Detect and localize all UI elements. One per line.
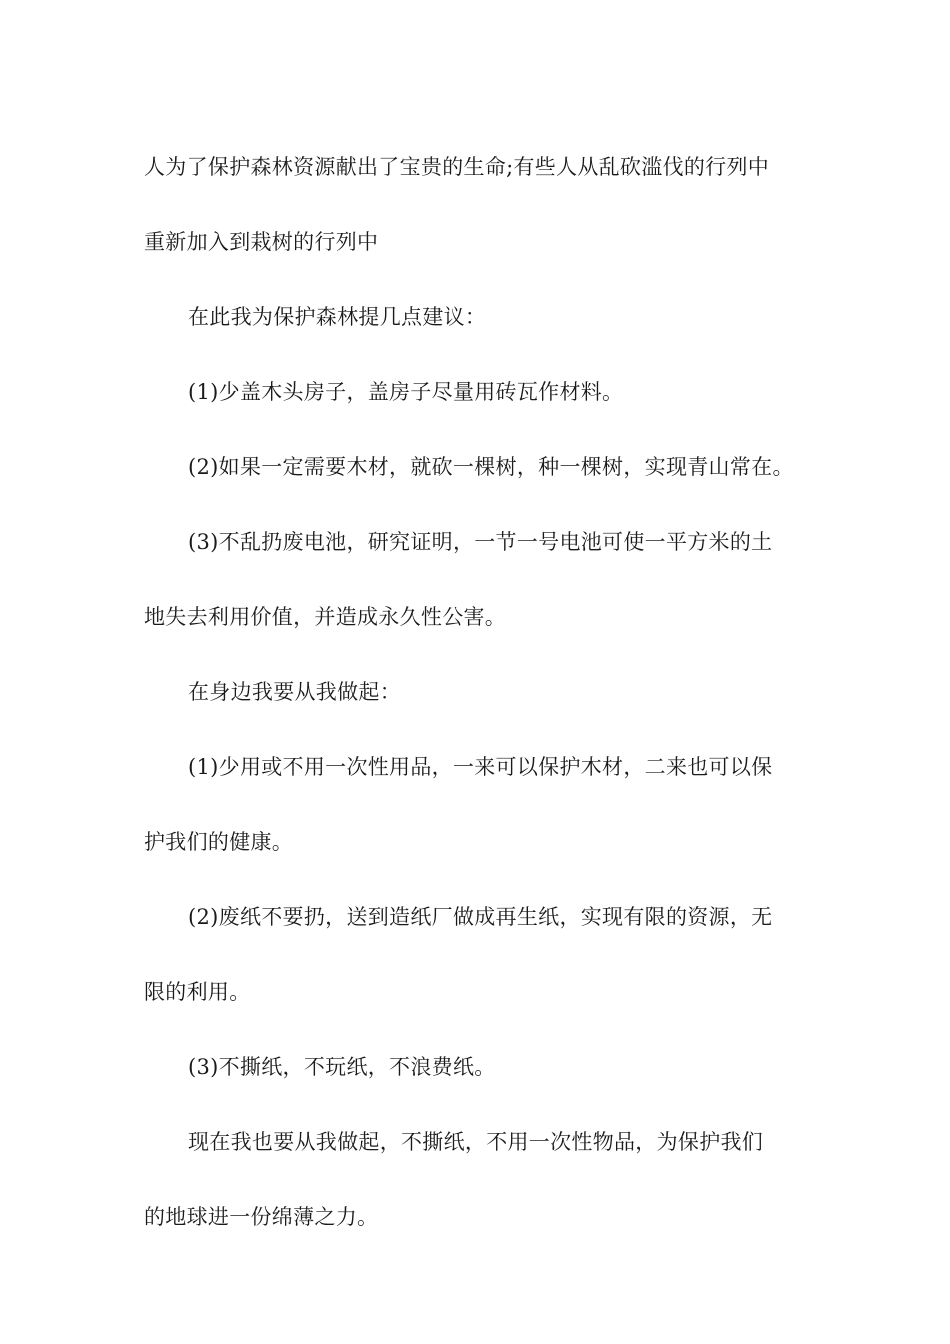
text-line-4: (1)少盖木头房子，盖房子尽量用砖瓦作材料。	[188, 380, 624, 404]
text-line-1: 人为了保护森林资源献出了宝贵的生命;有些人从乱砍滥伐的行列中	[144, 155, 770, 179]
text-line-10: 护我们的健康。	[144, 830, 294, 854]
text-line-14: 现在我也要从我做起，不撕纸，不用一次性物品，为保护我们	[188, 1130, 764, 1154]
text-line-15: 的地球进一份绵薄之力。	[144, 1205, 379, 1229]
text-line-2: 重新加入到栽树的行列中	[144, 230, 379, 254]
text-line-5: (2)如果一定需要木材，就砍一棵树，种一棵树，实现青山常在。	[188, 455, 794, 479]
text-line-3: 在此我为保护森林提几点建议：	[188, 305, 487, 329]
text-line-7: 地失去利用价值，并造成永久性公害。	[144, 605, 507, 629]
text-line-9: (1)少用或不用一次性用品，一来可以保护木材，二来也可以保	[188, 755, 773, 779]
text-line-11: (2)废纸不要扔，送到造纸厂做成再生纸，实现有限的资源，无	[188, 905, 773, 929]
text-line-6: (3)不乱扔废电池，研究证明，一节一号电池可使一平方米的土	[188, 530, 773, 554]
document-body	[144, 130, 814, 1255]
text-line-8: 在身边我要从我做起：	[188, 680, 401, 704]
text-line-12: 限的利用。	[144, 980, 251, 1004]
text-line-13: (3)不撕纸，不玩纸，不浪费纸。	[188, 1055, 496, 1079]
